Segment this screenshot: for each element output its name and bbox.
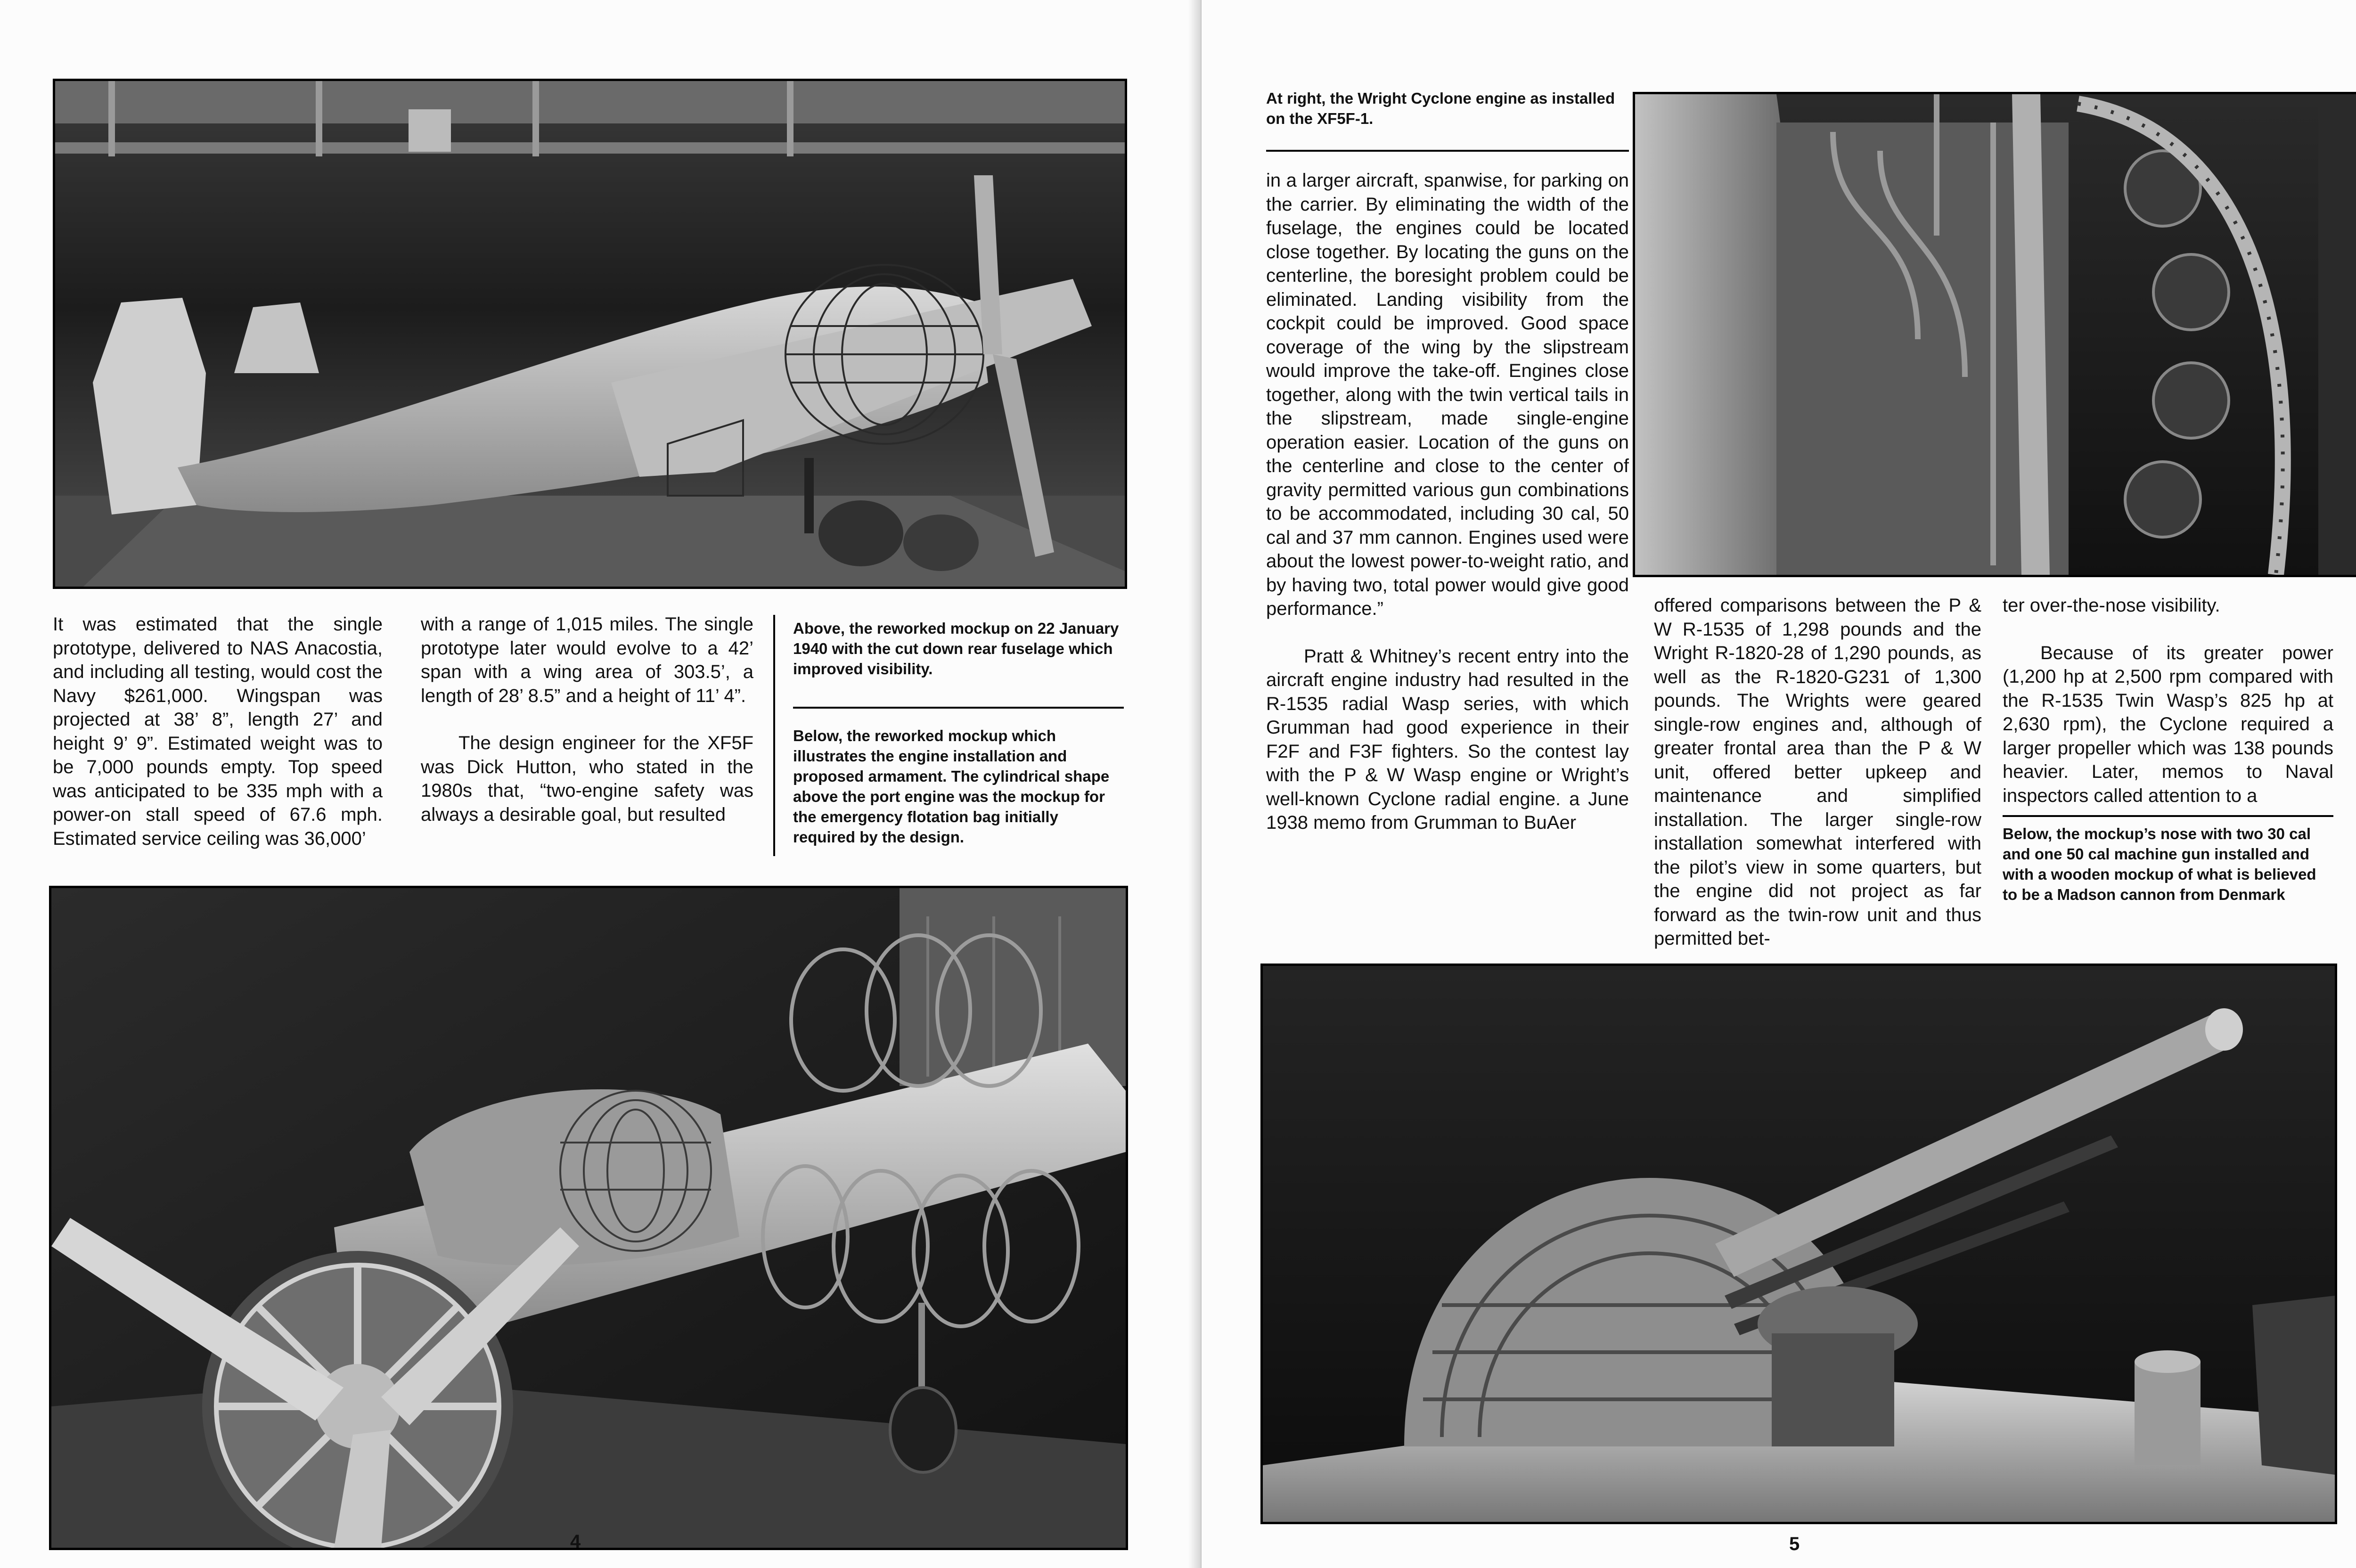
right-col3-paragraph-2: Because of its greater power (1,200 hp at 2,500 rpm compared with the R-1535 Twin Wasp’s 825 hp at 2,630 rpm), the Cyclone required a larger propeller which was 138 pounds heavier. Later, memos to Naval inspectors called attention to a — [2003, 642, 2333, 806]
left-col2-paragraph-1: with a range of 1,015 miles. The single prototype later would evolve to a 42’ span with a wing area of 303.5’, a length of 28’ 8.5” and a height of 11’ 4”. — [421, 614, 753, 706]
right-text-column-3 — [2003, 594, 2333, 808]
left-text-column-2 — [421, 612, 753, 826]
caption-below: Below, the reworked mockup which illustrates the engine installation and proposed armament. The cylindrical shape above the port engine was the mockup for the emergency flotation bag initially required by the design. — [793, 727, 1110, 846]
engine-installation-image — [51, 888, 1126, 1548]
photo-mockup-hangar — [53, 79, 1127, 589]
wright-cyclone-engine-image — [1635, 94, 2356, 575]
photo-engine-installation — [49, 886, 1128, 1550]
photo-mockup-nose — [1260, 964, 2337, 1524]
left-col2-paragraph-2: The design engineer for the XF5F was Dick Hutton, who stated in the 1980s that, “two-engine safety was always a desirable goal, but resulted — [421, 733, 753, 825]
left-text-column-1 — [53, 612, 383, 850]
right-page — [1202, 0, 2356, 1568]
right-col1-paragraph-1: in a larger aircraft, spanwise, for parking on the carrier. By eliminating the width of the fuselage, the engines could be located close together. By locating the guns on the centerline, the boresight problem could be eliminated. Landing visibility from the cockpit could be improved. Good space coverage of the wing by the slipstream would improve the take-off. Engines close together, along with the twin vertical tails in the slipstream, made single-engine operation easier. Location of the guns on the centerline and close to the center of gravity permitted various gun combinations to be accommodated, including 30 cal, 50 cal and 37 mm cannon. Engines used were about the lowest power-to-weight ratio, and by having two, total power would give good performance.” — [1266, 170, 1629, 619]
caption-above: Above, the reworked mockup on 22 January 1940 with the cut down rear fuselage which improved visibility. — [793, 620, 1119, 678]
mockup-nose-image — [1263, 966, 2335, 1522]
right-col1-paragraph-2: Pratt & Whitney’s recent entry into the aircraft engine industry had resulted in the R-1535 radial Wasp series, with which Grumman had good experience in their F2F and F3F fighters. So the contest lay with the P & W Wasp engine or Wright’s well-known Cyclone radial engine. a June 1938 memo from Grumman to BuAer — [1266, 645, 1629, 833]
page-number-left: 4 — [570, 1531, 581, 1552]
right-text-column-1 — [1266, 169, 1629, 835]
caption-right-separator — [1266, 150, 1629, 152]
page-number-right: 5 — [1789, 1534, 1800, 1554]
left-column-divider — [773, 615, 775, 856]
caption-right-engine: At right, the Wright Cyclone engine as installed on the XF5F-1. — [1266, 90, 1615, 127]
caption-separator — [793, 707, 1124, 709]
mockup-hangar-image — [55, 81, 1125, 587]
left-col1-paragraph: It was estimated that the single prototype, delivered to NAS Anacostia, and including all testing, would cost the Navy $261,000. Wingspan was projected at 38’ 8”, length 27’ and height 9’ 9”. Estimated weight was to be 7,000 pounds empty. Top speed was anticipated to be 335 mph with a power-on stall speed of 67.6 mph. Estimated service ceiling was 36,000’ — [53, 614, 383, 849]
right-caption-separator — [2003, 815, 2333, 817]
right-col3-paragraph-1: ter over-the-nose visibility. — [2003, 595, 2220, 616]
photo-wright-cyclone-engine — [1633, 92, 2356, 577]
caption-below-nose: Below, the mockup’s nose with two 30 cal and one 50 cal machine gun installed and with a wooden mockup of what is believed to be a Madson cannon from Denmark — [2003, 825, 2316, 903]
right-col2-paragraph: offered comparisons between the P & W R-1535 of 1,298 pounds and the Wright R-1820-28 of 1,290 pounds, as well as the R-1820-G231 of 1,300 pounds. The Wrights were geared single-row engines and, although of greater frontal area than the P & W unit, offered better upkeep and maintenance and simplified installation. The larger single-row installation somewhat interfered with the pilot’s view in some quarters, but the engine did not project as far forward as the twin-row unit and thus permitted bet- — [1654, 595, 1981, 949]
right-text-column-2 — [1654, 594, 1981, 951]
